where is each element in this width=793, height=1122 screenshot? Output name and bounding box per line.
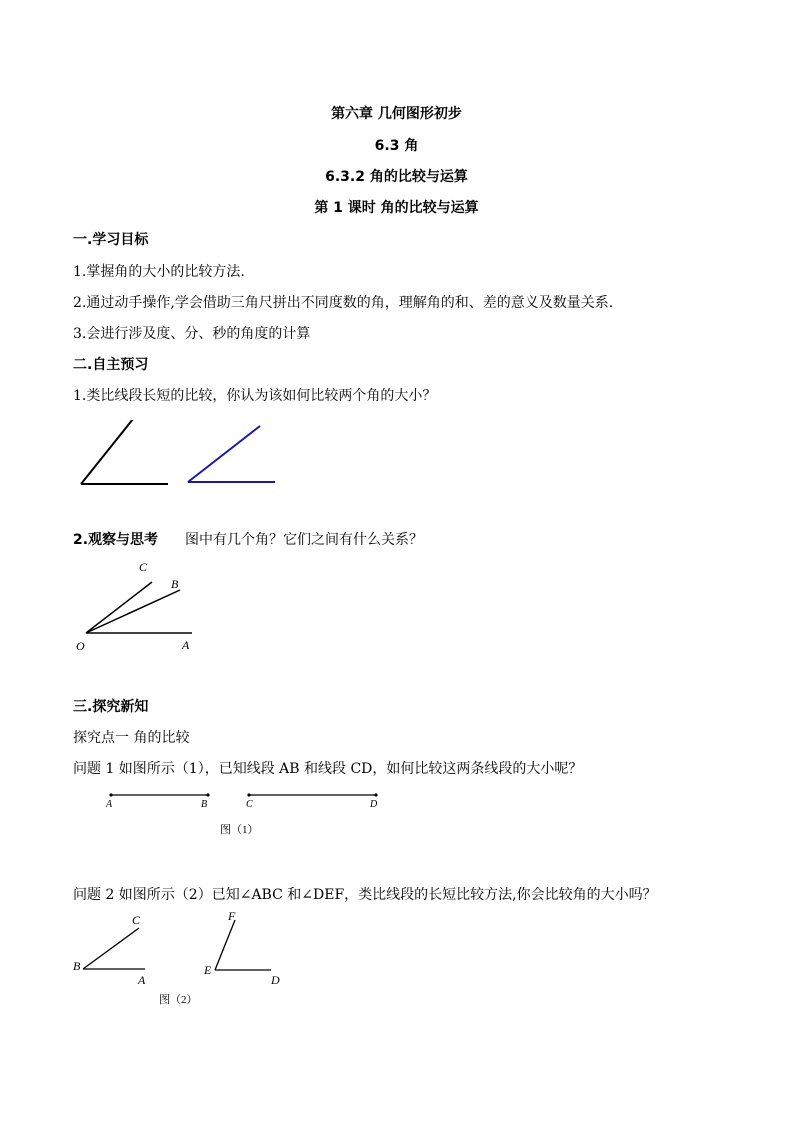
label-a: A xyxy=(182,638,190,652)
two-angles-figure xyxy=(75,420,285,490)
label-f: F xyxy=(228,909,236,923)
label-c: C xyxy=(246,799,253,810)
label-b: B xyxy=(201,799,208,810)
figure-1-caption: 图（1） xyxy=(220,824,259,836)
goal-item: 2.通过动手操作,学会借助三角尺拼出不同度数的角，理解角的和、差的意义及数量关系. xyxy=(73,295,614,311)
label-b: B xyxy=(171,577,179,591)
section-title: 6.3 角 xyxy=(374,138,419,154)
preview-heading: 二.自主预习 xyxy=(73,357,149,373)
lesson-title: 第 1 课时 角的比较与运算 xyxy=(314,200,479,216)
preview-question-2 xyxy=(73,529,423,549)
goal-item: 1.掌握角的大小的比较方法. xyxy=(73,264,245,280)
explore-heading: 三.探究新知 xyxy=(73,699,149,715)
label-c: C xyxy=(132,913,141,927)
label-a: A xyxy=(106,799,113,810)
angles-abc-def-figure xyxy=(73,908,283,1008)
problem-1: 问题 1 如图所示（1），已知线段 AB 和线段 CD，如何比较这两条线段的大小呢？ xyxy=(73,761,583,777)
preview-question-1: 1.类比线段长短的比较，你认为该如何比较两个角的大小？ xyxy=(73,388,437,404)
explore-point-1: 探究点一 角的比较 xyxy=(73,730,190,746)
subsection-title: 6.3.2 角的比较与运算 xyxy=(325,169,468,185)
figure-2-caption: 图（2） xyxy=(159,994,198,1006)
label-d: D xyxy=(370,799,378,810)
problem-2: 问题 2 如图所示（2）已知∠ABC 和∠DEF，类比线段的长短比较方法,你会比较角的大小吗？ xyxy=(73,887,657,903)
goals-heading: 一.学习目标 xyxy=(73,232,149,248)
label-a: A xyxy=(138,973,146,987)
label-e: E xyxy=(204,963,212,977)
label-o: O xyxy=(76,639,85,653)
observe-text: 图中有几个角？它们之间有什么关系？ xyxy=(184,532,423,548)
label-d: D xyxy=(271,973,280,987)
chapter-title: 第六章 几何图形初步 xyxy=(331,106,462,122)
label-b: B xyxy=(73,959,81,973)
label-c: C xyxy=(139,560,148,574)
angle-oab-figure xyxy=(72,556,212,656)
goal-item: 3.会进行涉及度、分、秒的角度的计算 xyxy=(73,326,311,342)
segments-figure xyxy=(100,785,390,840)
black-angle-ray-1 xyxy=(81,420,137,484)
blue-angle-ray-1 xyxy=(188,426,260,482)
observe-label: 2.观察与思考 xyxy=(73,532,159,548)
